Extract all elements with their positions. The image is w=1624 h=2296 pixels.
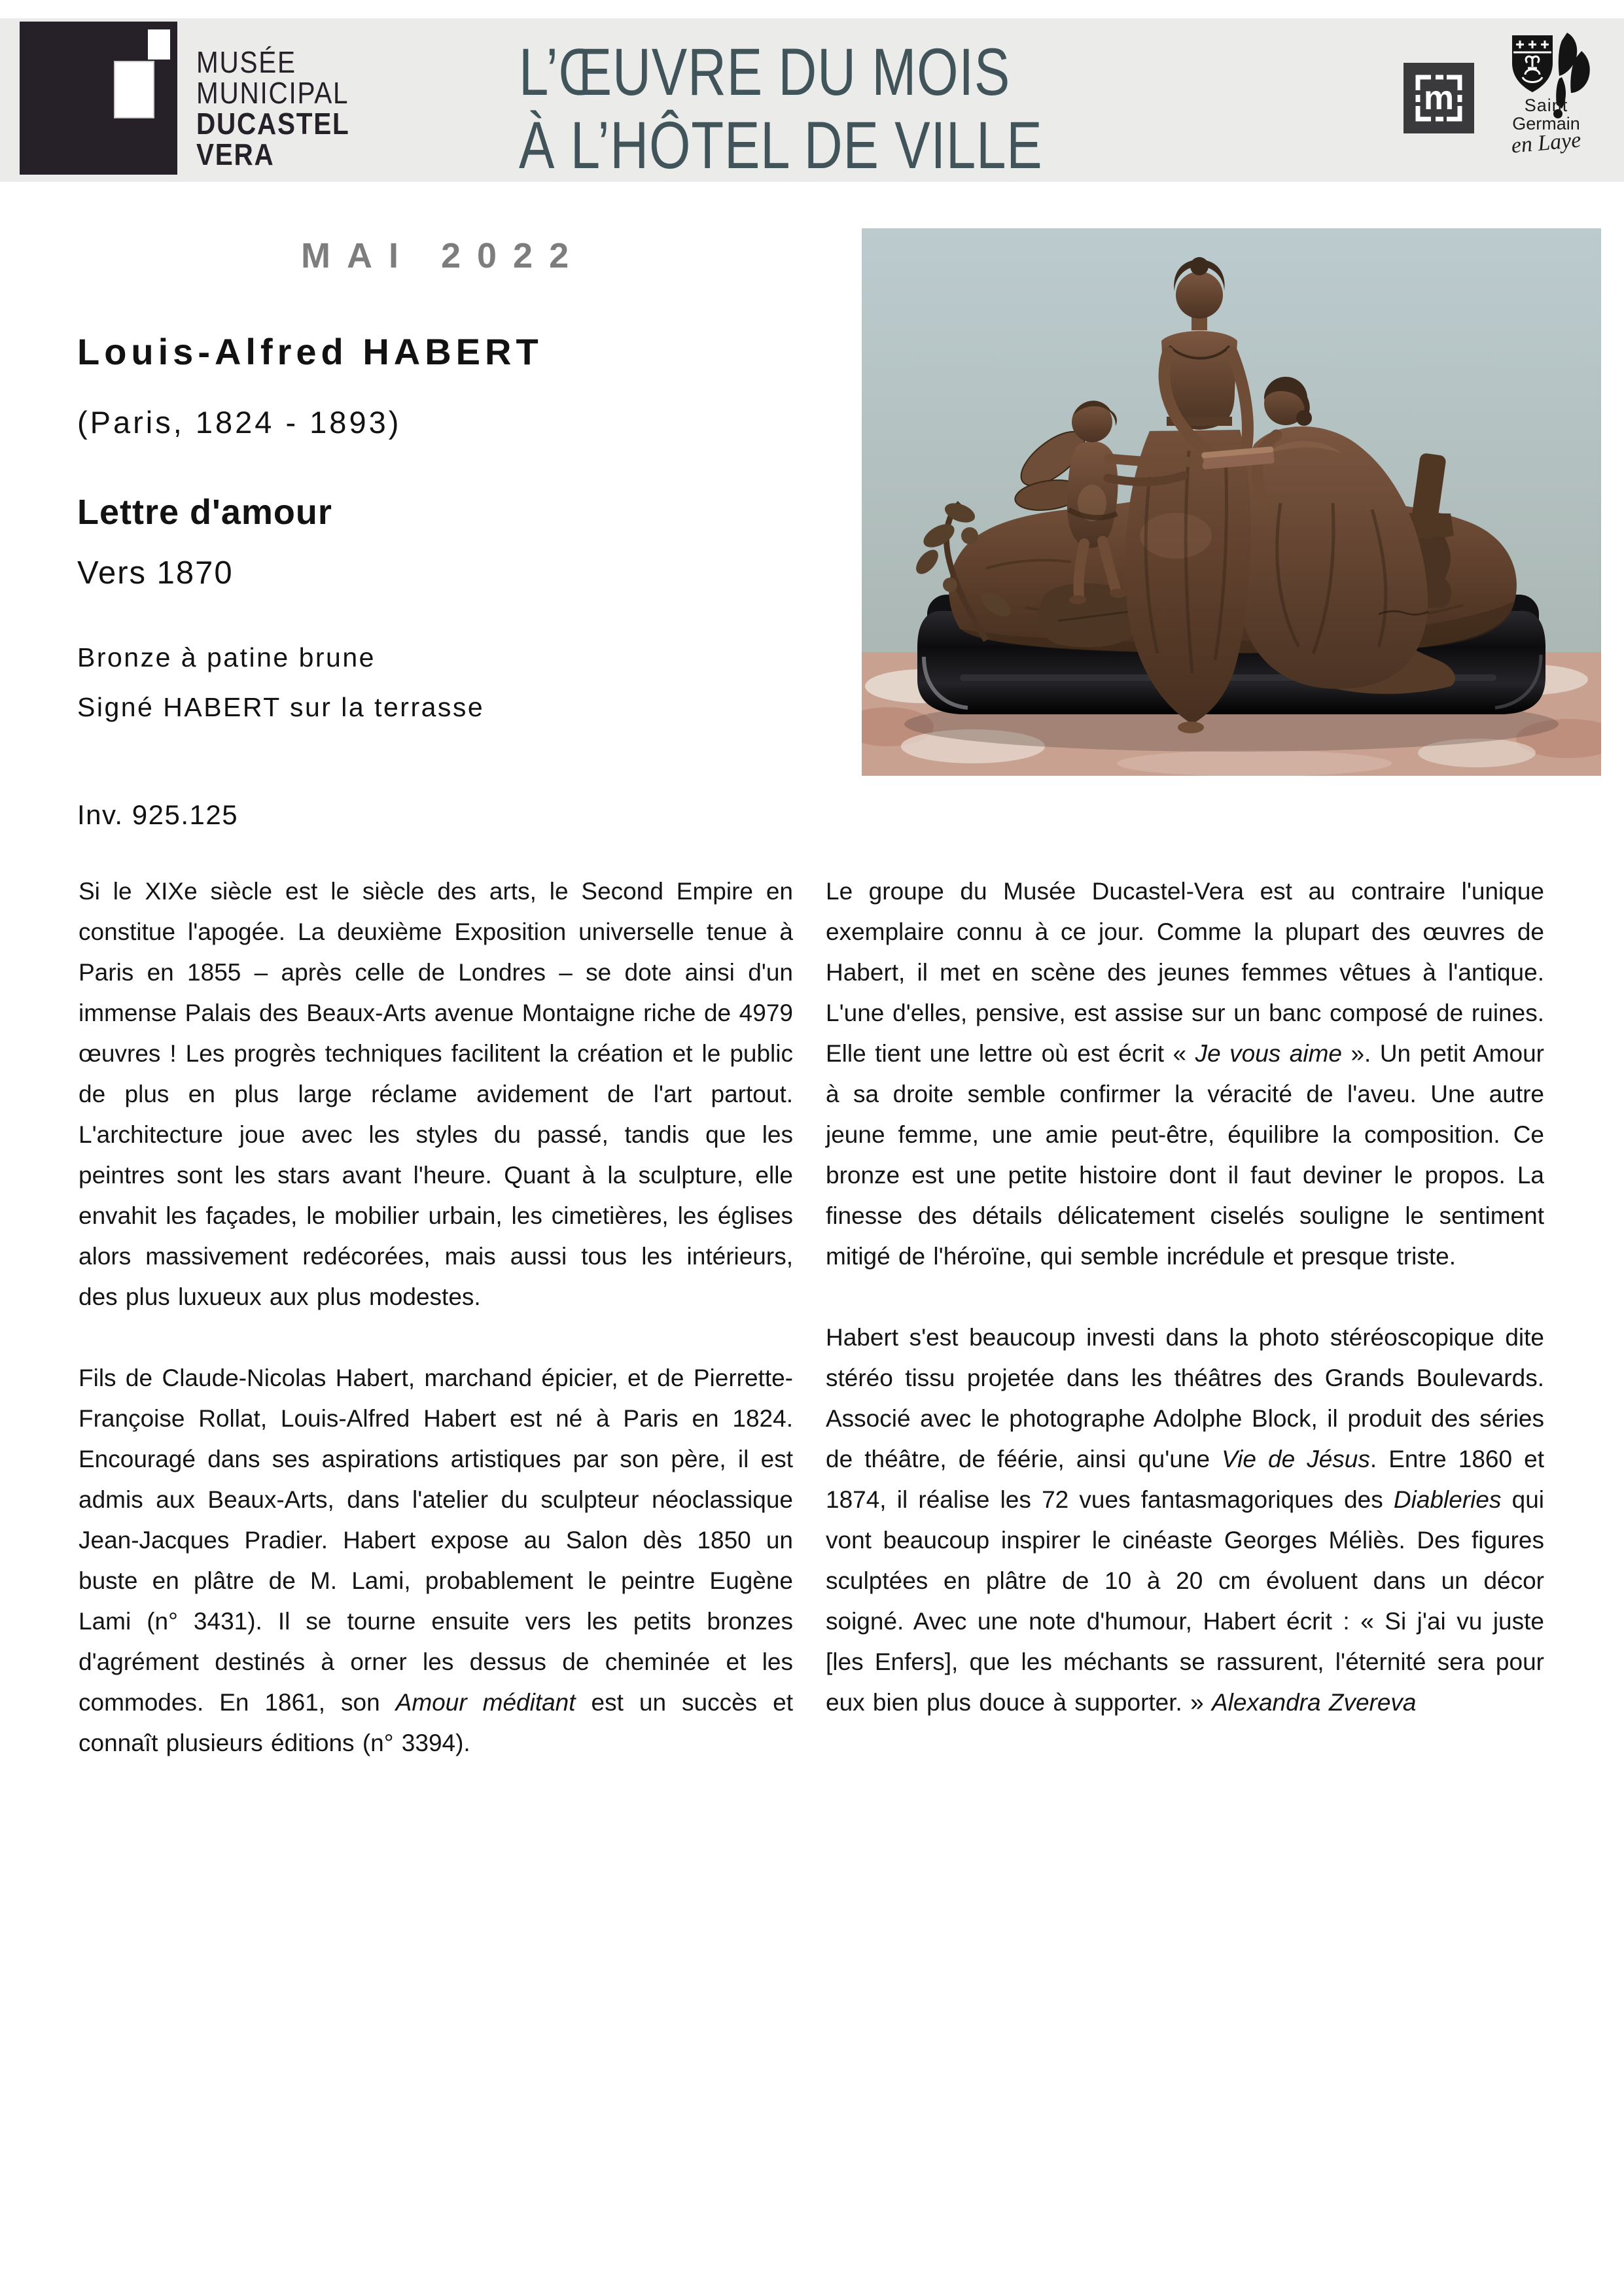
issue-month: MAI 2022: [301, 236, 586, 275]
artwork-signature: Signé HABERT sur la terrasse: [77, 692, 485, 722]
logo-line-musee: MUSÉE: [196, 45, 296, 79]
artist-name: Louis-Alfred HABERT: [77, 331, 543, 372]
paragraph-right-1: Le groupe du Musée Ducastel-Vera est au contraire l'unique exemplaire connu à ce jour. Comme la plupart des œuvres de Habert, il met en scène des jeunes femmes vêtues à l'antique. L'une d'elles, pensive, est assise sur un banc composé de ruines. Elle tient une lettre où est écrit « Je vous aime ». Un petit Amour à sa droite semble confirmer la véracité de l'aveu. Une autre jeune femme, une amie peut-être, équilibre la composition. Ce bronze est une petite histoire dont il faut deviner le propos. La finesse des détails délicatement ciselés souligne le sentiment mitigé de l'héroïne, qui semble incrédule et presque triste.: [826, 878, 1544, 1270]
artwork-medium: Bronze à patine brune: [77, 642, 376, 672]
logo-line-municipal: MUNICIPAL: [196, 76, 349, 110]
artwork-photo: [862, 228, 1601, 776]
artwork-date: Vers 1870: [77, 555, 234, 591]
museum-logo-wordmark: [196, 47, 349, 170]
page-title: [519, 35, 1043, 182]
m-square-letter: m: [1423, 79, 1455, 117]
museum-logo-small-square: [148, 29, 170, 60]
m-square-icon: [1403, 63, 1474, 133]
artwork-photo-drawing: [862, 228, 1601, 776]
paragraph-left-2: Fils de Claude-Nicolas Habert, marchand épicier, et de Pierrette-Françoise Rollat, Louis-Alfred Habert est né à Paris en 1824. Encouragé dans ses aspirations artistiques par son père, il est admis aux Beaux-Arts, dans l'atelier du sculpteur néoclassique Jean-Jacques Pradier. Habert expose au Salon dès 1850 un buste en plâtre de M. Lami, probablement le peintre Eugène Lami (n° 3431). Il se tourne ensuite vers les petits bronzes d'agrément destinés à orner les dessus de cheminée et les commodes. En 1861, son Amour méditant est un succès et connaît plusieurs éditions (n° 3394).: [79, 1365, 793, 1756]
city-crest-text-germain: Germain: [1512, 114, 1580, 133]
inventory-number: Inv. 925.125: [77, 799, 239, 830]
artist-dates: (Paris, 1824 - 1893): [77, 405, 402, 440]
city-crest-text-enlaye: en Laye: [1510, 128, 1582, 158]
body-column-right: [826, 871, 1544, 1764]
page-title-line2: À L’HÔTEL DE VILLE: [519, 108, 1043, 183]
logo-line-vera: VERA: [196, 137, 275, 171]
header-band: [0, 18, 1624, 182]
page-title-line1: L’ŒUVRE DU MOIS: [519, 35, 1011, 109]
museum-logo-big-square: [115, 62, 153, 117]
paragraph-right-2: Habert s'est beaucoup investi dans la photo stéréoscopique dite stéréo tissu projetée dans les théâtres des Grands Boulevards. Associé avec le photographe Adolphe Block, il produit des séries de théâtre, de féérie, ainsi qu'une Vie de Jésus. Entre 1860 et 1874, il réalise les 72 vues fantasmagoriques des Diableries qui vont beaucoup inspirer le cinéaste Georges Méliès. Des figures sculptées en plâtre de 10 à 20 cm évoluent dans un décor soigné. Avec une note d'humour, Habert écrit : « Si j'ai vu juste [les Enfers], que les méchants se rassurent, l'éternité sera pour eux bien plus douce à supporter. » Alexandra Zvereva: [826, 1324, 1545, 1716]
body-column-left: [79, 871, 793, 1804]
museum-logo-icon: [20, 22, 177, 175]
city-crest-icon: [1494, 31, 1598, 169]
city-crest-text-saint: Saint: [1524, 96, 1568, 115]
artwork-title: Lettre d'amour: [77, 493, 332, 532]
logo-line-ducastel: DUCASTEL: [196, 107, 350, 141]
paragraph-left-1: Si le XIXe siècle est le siècle des arts, le Second Empire en constitue l'apogée. La deuxième Exposition universelle tenue à Paris en 1855 – après celle de Londres – se dote ainsi d'un immense Palais des Beaux-Arts avenue Montaigne riche de 4979 œuvres ! Les progrès techniques facilitent la création et le public de plus en plus large réclame avidement de l'art partout. L'architecture joue avec les styles du passé, tandis que les peintres sont les stars avant l'heure. Quant à la sculpture, elle envahit les façades, le mobilier urbain, les cimetières, les églises alors massivement redécorées, mais aussi tous les intérieurs, des plus luxueux aux plus modestes.: [79, 878, 793, 1310]
